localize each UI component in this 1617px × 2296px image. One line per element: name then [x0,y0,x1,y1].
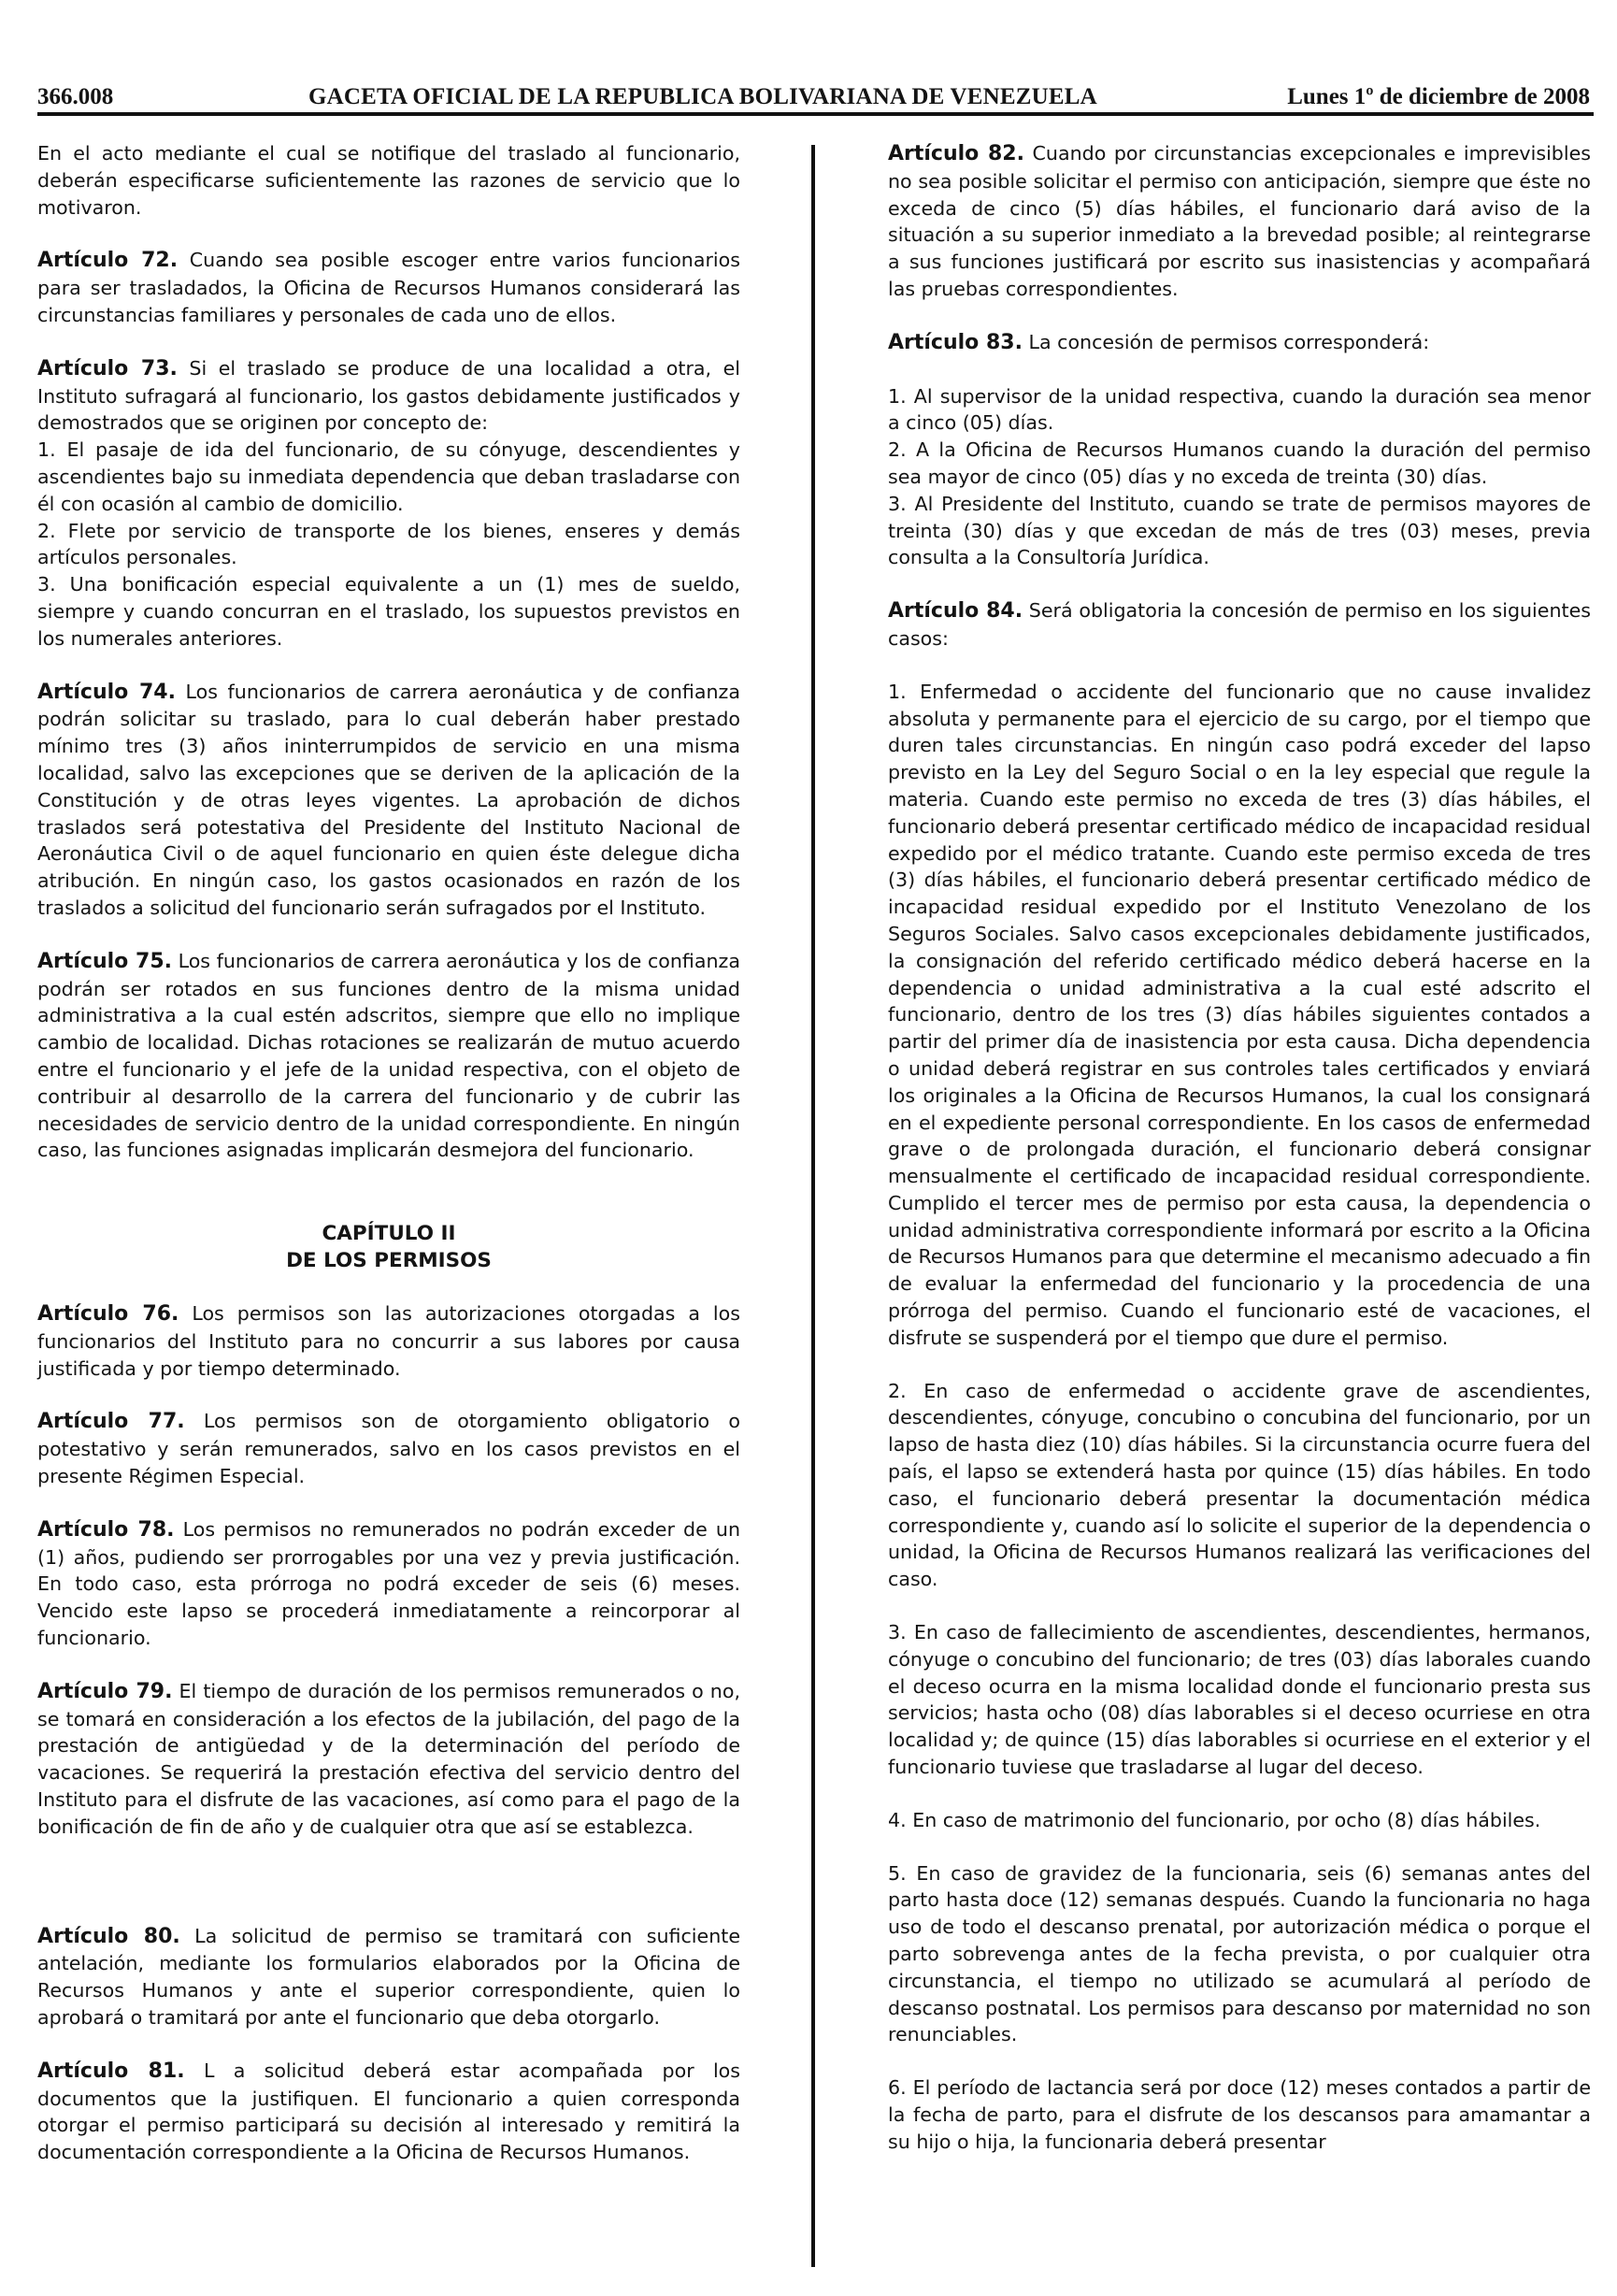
article-77-label: Artículo 77. [37,1410,185,1434]
article-81-text: L a solicitud deberá estar acompañada por los documentos que la justifiquen. El funcionario a quien corresponda otorgar el permiso participará su decisión al interesado y remitirá la documentación correspondiente a la Oficina de Recursos Humanos. [37,2059,740,2164]
article-84-item-1: 1. Enfermedad o accidente del funcionario que no cause invalidez absoluta y permanente para el ejercicio de su cargo, por el tiempo que duren tales circunstancias. En ningún caso podrá exceder del lapso previsto en la Ley del Seguro Social o en la ley especial que regule la materia. Cuando este permiso no exceda de tres (3) días hábiles, el funcionario deberá presentar certificado médico de incapacidad residual expedido por el médico tratante. Cuando este permiso exceda de tres (3) días hábiles, el funcionario deberá presentar certificado médico de incapacidad residual expedido por el Instituto Venezolano de los Seguros Sociales. Salvo casos excepcionales debidamente justificados, la consignación del referido certificado médico deberá hacerse en la dependencia o unidad administrativa a la cual esté adscrito el funcionario, dentro de los tres (3) días hábiles siguientes contados a partir del primer día de inasistencia por esta causa. Dicha dependencia o unidad deberá registrar en sus controles tales certificados y enviará los originales a la Oficina de Recursos Humanos, la cual los consignará en el expediente personal correspondiente. En los casos de enfermedad grave o de prolongada duración, el funcionario deberá consignar mensualmente el certificado de incapacidad residual correspondiente. Cumplido el tercer mes de permiso por esta causa, la dependencia o unidad administrativa correspondiente informará por escrito a la Oficina de Recursos Humanos para que determine el mecanismo adecuado a fin de evaluar la enfermedad del funcionario y la procedencia de una prórroga del permiso. Cuando el funcionario esté de vacaciones, el disfrute se suspenderá por el tiempo que dure el permiso. [888,680,1591,1349]
article-74-label: Artículo 74. [37,680,176,704]
article-73-label: Artículo 73. [37,356,178,380]
page-number: 366.008 [37,84,114,109]
article-76-label: Artículo 76. [37,1302,179,1327]
column-divider [811,145,815,2267]
article-77 [37,1408,740,1489]
article-73-text: Si el traslado se produce de una localidad a otra, el Instituto sufragará al funcionario, los gastos debidamente justificados y demostrados que se originen por concepto de: [37,356,740,435]
article-75 [37,948,740,1164]
article-73-item-2: 2. Flete por servicio de transporte de los bienes, enseres y demás artículos personales. [37,519,740,569]
article-79-text: El tiempo de duración de los permisos remunerados o no, se tomará en consideración a los efectos de la jubilación, del pago de la prestación de antigüedad y de la determinación del período de vacaciones. Se requerirá la prestación efectiva del servicio dentro del Instituto para el disfrute de las vacaciones, así como para el pago de la bonificación de fin de año y de cualquier otra que así se establezca. [37,1679,740,1838]
article-83 [888,329,1591,357]
right-column [888,140,1591,2182]
header-rule [37,112,1594,116]
left-column [37,140,740,2192]
article-80 [37,1923,740,2031]
article-82 [888,140,1591,303]
article-72 [37,247,740,328]
article-84-text: Será obligatoria la concesión de permiso en los siguientes casos: [888,599,1591,650]
chapter-number: CAPÍTULO II [322,1222,456,1246]
chapter-heading [37,1220,740,1274]
article-79-label: Artículo 79. [37,1679,173,1703]
article-73 [37,355,740,437]
article-82-text: Cuando por circunstancias excepcionales e imprevisibles no sea posible solicitar el permiso con anticipación, siempre que éste no exceda de cinco (5) días hábiles, el funcionario dará aviso de la situación a su superior inmediato a la brevedad posible; al reintegrarse a sus funciones justificará por escrito sus inasistencias y acompañará las pruebas correspondientes. [888,142,1591,300]
article-83-label: Artículo 83. [888,330,1023,354]
article-80-text: La solicitud de permiso se tramitará con suficiente antelación, mediante los formularios elaborados por la Oficina de Recursos Humanos y ante el superior correspondiente, quien lo aprobará o tramitará por ante el funcionario que deba otorgarlo. [37,1924,740,2030]
article-74-text: Los funcionarios de carrera aeronáutica y de confianza podrán solicitar su traslado, para lo cual deberán haber prestado mínimo tres (3) años ininterrumpidos de servicio en una misma localidad, salvo las excepciones que se deriven de la aplicación de la Constitución y de otras leyes vigentes. La aprobación de dichos traslados será potestativa del Presidente del Instituto Nacional de Aeronáutica Civil o de aquel funcionario en quien éste delegue dicha atribución. En ningún caso, los gastos ocasionados en razón de los traslados a solicitud del funcionario serán sufragados por el Instituto. [37,680,740,919]
article-81 [37,2058,740,2166]
article-76-text: Los permisos son las autorizaciones otorgadas a los funcionarios del Instituto para no concurrir a sus labores por causa justificada y por tiempo determinado. [37,1302,740,1380]
article-83-item-3: 3. Al Presidente del Instituto, cuando se trate de permisos mayores de treinta (30) días y que excedan de más de tres (03) meses, previa consulta a la Consultoría Jurídica. [888,492,1591,569]
chapter-title: DE LOS PERMISOS [286,1249,492,1273]
article-84-item-2: 2. En caso de enfermedad o accidente grave de ascendientes, descendientes, cónyuge, concubino o concubina del funcionario, por un lapso de hasta diez (10) días hábiles. Si la circunstancia ocurre fuera del país, el lapso se extenderá hasta por quince (15) días hábiles. En todo caso, el funcionario deberá presentar la documentación médica correspondiente y, cuando así lo solicite el superior de la dependencia o unidad, la Oficina de Recursos Humanos realizará las verificaciones del caso. [888,1379,1591,1591]
article-75-label: Artículo 75. [37,949,172,973]
article-83-text: La concesión de permisos corresponderá: [1022,330,1430,353]
article-77-text: Los permisos son de otorgamiento obligatorio o potestativo y serán remunerados, salvo en los casos previstos en el presente Régimen Especial. [37,1410,740,1488]
article-74 [37,679,740,922]
article-78-text: Los permisos no remunerados no podrán exceder de un (1) años, pudiendo ser prorrogables por una vez y previa justificación. En todo caso, esta prórroga no podrá exceder de seis (6) meses. Vencido este lapso se procederá inmediatamente a reincorporar al funcionario. [37,1517,740,1650]
article-83-item-2: 2. A la Oficina de Recursos Humanos cuando la duración del permiso sea mayor de cinco (05) días y no exceda de treinta (30) días. [888,438,1591,488]
article-84-item-4: 4. En caso de matrimonio del funcionario, por ocho (8) días hábiles. [888,1808,1541,1831]
article-83-item-1: 1. Al supervisor de la unidad respectiva, cuando la duración sea menor a cinco (05) días. [888,384,1591,435]
intro-paragraph: En el acto mediante el cual se notifique del traslado al funcionario, deberán especificarse suficientemente las razones de servicio que lo motivaron. [37,142,740,219]
article-73-item-1: 1. El pasaje de ida del funcionario, de su cónyuge, descendientes y ascendientes bajo su inmediata dependencia que deban trasladarse con él con ocasión al cambio de domicilio. [37,438,740,515]
article-76 [37,1300,740,1382]
article-84-item-5: 5. En caso de gravidez de la funcionaria, seis (6) semanas antes del parto hasta doce (12) semanas después. Cuando la funcionaria no haga uso de todo el descanso prenatal, por autorización médica o porque el parto sobrevenga antes de la fecha prevista, o por cualquier otra circunstancia, el tiempo no utilizado se acumulará al período de descanso postnatal. Los permisos para descanso por maternidad no son renunciables. [888,1861,1591,2046]
publication-title: GACETA OFICIAL DE LA REPUBLICA BOLIVARIANA DE VENEZUELA [308,84,1097,109]
article-84-item-6: 6. El período de lactancia será por doce (12) meses contados a partir de la fecha de parto, para el disfrute de los descansos para amamantar a su hijo o hija, la funcionaria deberá presentar [888,2076,1591,2153]
article-80-label: Artículo 80. [37,1924,180,1948]
article-72-label: Artículo 72. [37,249,179,273]
article-81-label: Artículo 81. [37,2059,185,2083]
article-82-label: Artículo 82. [888,142,1024,165]
article-84-label: Artículo 84. [888,599,1023,624]
article-78-label: Artículo 78. [37,1517,175,1542]
issue-date: Lunes 1º de diciembre de 2008 [1287,84,1590,109]
article-73-item-3: 3. Una bonificación especial equivalente a un (1) mes de sueldo, siempre y cuando concurran en el traslado, los supuestos previstos en los numerales anteriores. [37,573,740,650]
spacer [37,1867,740,1923]
page-header [37,79,1594,123]
article-78 [37,1516,740,1652]
article-75-text: Los funcionarios de carrera aeronáutica y los de confianza podrán ser rotados en sus funciones dentro de la misma unidad administrativa a la cual estén adscritos, siempre que ello no implique cambio de localidad. Dichas rotaciones se realizarán de mutuo acuerdo entre el funcionario y el jefe de la unidad respectiva, con el objeto de contribuir al desarrollo de la carrera del funcionario y de cubrir las necesidades de servicio dentro de la unidad correspondiente. En ningún caso, las funciones asignadas implicarán desmejora del funcionario. [37,949,740,1162]
article-72-text: Cuando sea posible escoger entre varios funcionarios para ser trasladados, la Oficina de Recursos Humanos considerará las circunstancias familiares y personales de cada uno de ellos. [37,249,740,326]
article-79 [37,1678,740,1841]
article-84-item-3: 3. En caso de fallecimiento de ascendientes, descendientes, hermanos, cónyuge o concubino del funcionario; de tres (03) días laborales cuando el deceso ocurra en la misma localidad donde el funcionario presta sus servicios; hasta ocho (08) días laborables si el deceso ocurriese en otra localidad y; de quince (15) días laborables si ocurriese en el exterior y el funcionario tuviese que trasladarse al lugar del deceso. [888,1621,1591,1779]
article-84 [888,597,1591,653]
